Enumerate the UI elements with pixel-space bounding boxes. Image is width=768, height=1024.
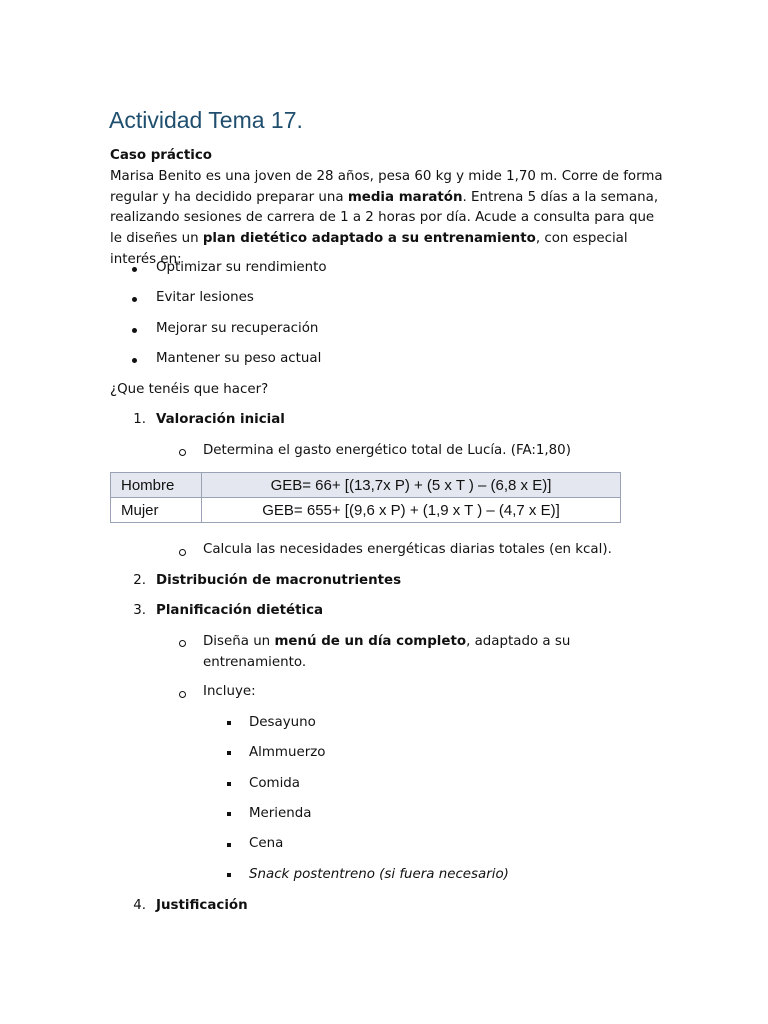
formula-equation: GEB= 66+ [(13,7x P) + (5 x T ) – (6,8 x E)] — [202, 473, 621, 498]
intro-part-2: . Entrena 5 días a la semana, realizando sesiones de carrera de 1 a 2 horas por día. Acude a consulta para que le diseñes un — [110, 189, 659, 247]
step1-item: Calcula las necesidades energéticas diarias totales (en kcal). — [203, 542, 612, 557]
step3-design — [203, 632, 623, 674]
intro-bold-2: plan dietético adaptado a su entrenamiento — [202, 231, 536, 247]
meal-item: Merienda — [249, 806, 312, 821]
square-bullet-icon — [227, 812, 231, 816]
step3-includes: Incluye: — [203, 684, 256, 699]
square-bullet-icon — [227, 721, 231, 725]
design-text: Diseña un — [203, 634, 275, 649]
step-label: Justificación — [156, 898, 248, 913]
bullet-icon — [132, 267, 137, 272]
meal-item: Almmuerzo — [249, 745, 326, 760]
page-title: Actividad Tema 17. — [109, 107, 303, 133]
design-text-line2: entrenamiento. — [203, 654, 307, 670]
step1-item: Determina el gasto energético total de Lucía. (FA:1,80) — [203, 443, 571, 458]
intro-bold-1: media maratón — [347, 189, 463, 205]
formula-table — [110, 472, 621, 523]
meal-item-snack: Snack postentreno (si fuera necesario) — [249, 867, 509, 882]
meal-item: Desayuno — [249, 715, 316, 730]
circle-bullet-icon — [179, 549, 186, 556]
square-bullet-icon — [227, 873, 231, 877]
square-bullet-icon — [227, 782, 231, 786]
goal-item: Mantener su peso actual — [156, 351, 322, 366]
design-text-post: , adaptado a su — [466, 634, 571, 649]
design-bold: menú de un día completo — [274, 634, 467, 649]
bullet-icon — [132, 297, 137, 302]
intro-text — [110, 167, 670, 271]
formula-label: Mujer — [111, 498, 202, 523]
intro-part-3: , con especial interés en: — [110, 231, 628, 267]
meal-item: Cena — [249, 836, 284, 851]
formula-equation: GEB= 655+ [(9,6 x P) + (1,9 x T ) – (4,7 x E)] — [202, 498, 621, 523]
intro-part-1: Marisa Benito es una joven de 28 años, pesa 60 kg y mide 1,70 m. Corre de forma regular y ha decidido preparar una — [110, 168, 663, 205]
step-number: 2. — [133, 573, 146, 588]
goal-item: Mejorar su recuperación — [156, 321, 319, 336]
table-row — [111, 473, 621, 498]
step-number: 1. — [133, 412, 146, 427]
step-number: 3. — [133, 603, 146, 618]
step-label: Distribución de macronutrientes — [156, 573, 402, 588]
circle-bullet-icon — [179, 449, 186, 456]
question-text: ¿Que tenéis que hacer? — [110, 382, 269, 397]
square-bullet-icon — [227, 843, 231, 847]
step-number: 4. — [133, 898, 146, 913]
square-bullet-icon — [227, 751, 231, 755]
formula-label: Hombre — [111, 473, 202, 498]
goal-item: Optimizar su rendimiento — [156, 260, 327, 275]
meal-item: Comida — [249, 776, 301, 791]
case-heading: Caso práctico — [110, 148, 212, 163]
table-row — [111, 498, 621, 523]
step-label: Valoración inicial — [156, 412, 285, 427]
intro-paragraph — [110, 146, 670, 271]
step-label: Planificación dietética — [156, 603, 324, 618]
bullet-icon — [132, 358, 137, 363]
goal-item: Evitar lesiones — [156, 290, 254, 305]
circle-bullet-icon — [179, 691, 186, 698]
circle-bullet-icon — [179, 640, 186, 647]
bullet-icon — [132, 328, 137, 333]
